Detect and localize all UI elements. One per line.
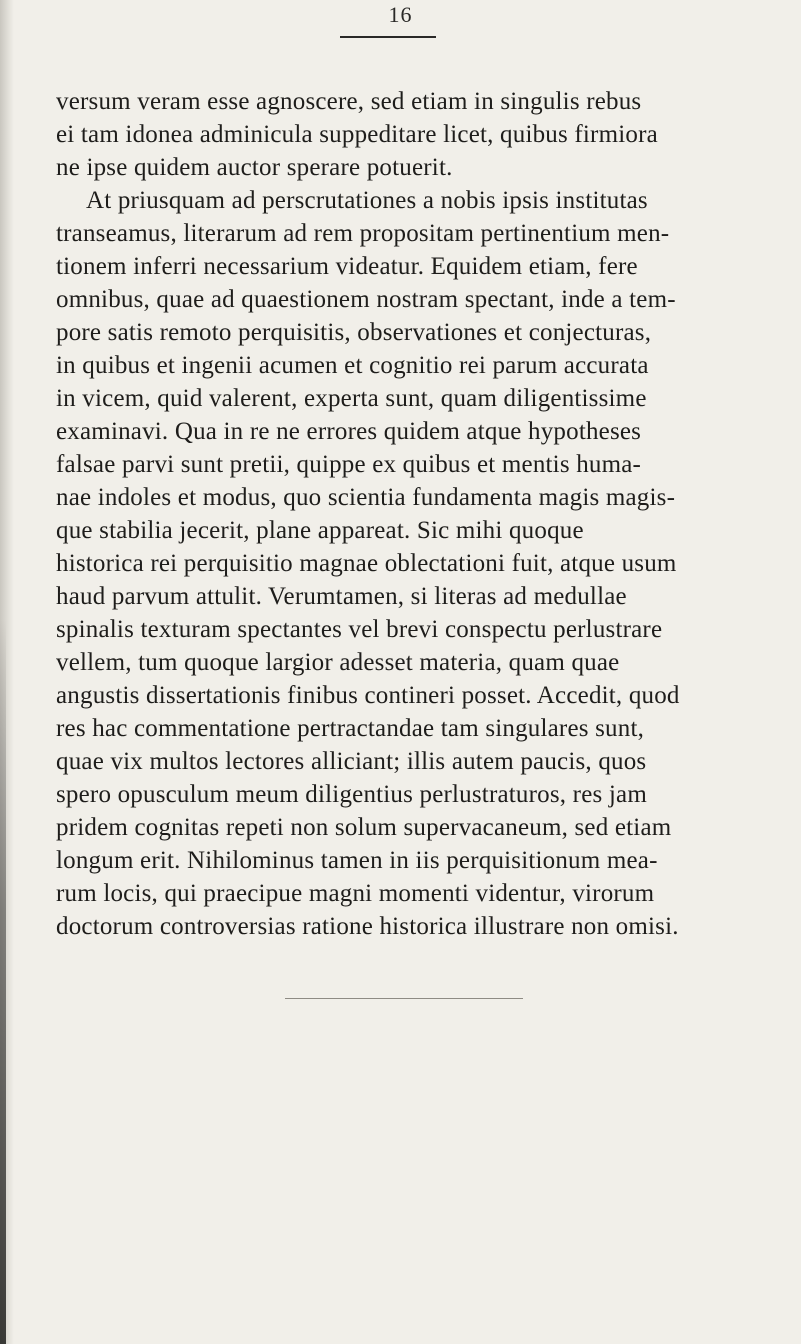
text-line: historica rei perquisitio magnae oblectationi fuit, atque usum [56,550,677,577]
text-line: quae vix multos lectores alliciant; illis autem paucis, quos [56,748,647,775]
page-number: 16 [388,2,413,27]
text-line: nae indoles et modus, quo scientia fundamenta magis magis- [56,484,676,511]
footer-rule [285,998,523,999]
text-line: longum erit. Nihilominus tamen in iis perquisitionum mea- [56,847,658,874]
text-line: transeamus, literarum ad rem propositam pertinentium men- [56,220,670,247]
text-line: in vicem, quid valerent, experta sunt, quam diligentissime [56,385,647,412]
text-line: omnibus, quae ad quaestionem nostram spectant, inde a tem- [56,286,676,313]
text-line: doctorum controversias ratione historica illustrare non omisi. [56,913,679,940]
text-line: res hac commentatione pertractandae tam singulares sunt, [56,715,645,742]
text-line: pore satis remoto perquisitis, observationes et conjecturas, [56,319,652,346]
text-line: falsae parvi sunt pretii, quippe ex quibus et mentis huma- [56,451,642,478]
text-line: angustis dissertationis finibus contineri posset. Accedit, quod [56,682,680,709]
text-line: pridem cognitas repeti non solum supervacaneum, sed etiam [56,814,672,841]
text-line: que stabilia jecerit, plane appareat. Sic mihi quoque [56,517,584,544]
text-line: vellem, tum quoque largior adesset materia, quam quae [56,649,620,676]
text-line: ne ipse quidem auctor sperare potuerit. [56,154,453,181]
text-line: haud parvum attulit. Verumtamen, si literas ad medullae [56,583,627,610]
text-line: At priusquam ad perscrutationes a nobis ipsis institutas [86,187,648,214]
text-line: spero opusculum meum diligentius perlustraturos, res jam [56,781,647,808]
text-line: spinalis texturam spectantes vel brevi conspectu perlustrare [56,616,663,643]
text-line: ei tam idonea adminicula suppeditare licet, quibus firmiora [56,121,658,148]
text-line: versum veram esse agnoscere, sed etiam in singulis rebus [56,88,642,115]
text-line: rum locis, qui praecipue magni momenti videntur, virorum [56,880,655,907]
text-line: examinavi. Qua in re ne errores quidem atque hypotheses [56,418,642,445]
text-line: tionem inferri necessarium videatur. Equidem etiam, fere [56,253,638,280]
text-line: in quibus et ingenii acumen et cognitio rei parum accurata [56,352,649,379]
